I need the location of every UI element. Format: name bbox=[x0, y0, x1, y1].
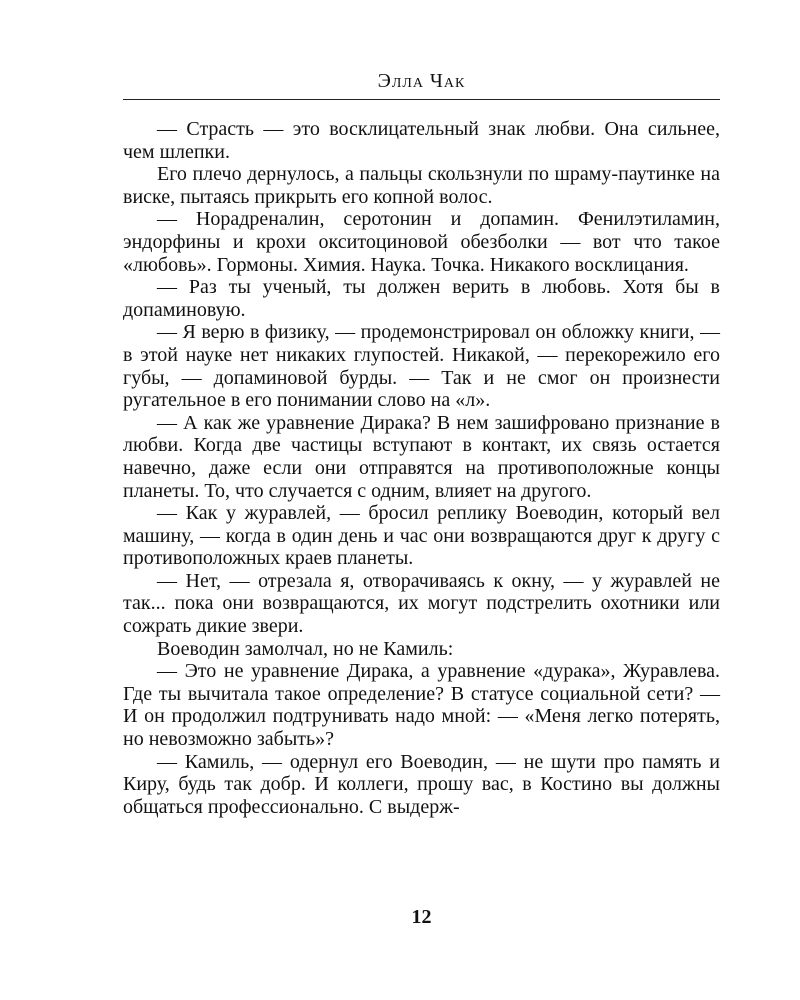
paragraph: — Норадреналин, серотонин и допамин. Фенилэтиламин, эндорфины и крохи окситоциновой обезболки — вот что такое «любовь». Гормоны. Химия. Наука. Точка. Никакого восклицания. bbox=[123, 208, 720, 276]
page-number: 12 bbox=[411, 906, 432, 928]
paragraph: — А как же уравнение Дирака? В нем зашифровано признание в любви. Когда две частицы вступают в контакт, их связь остается навечно, даже если они отправятся на противоположные концы планеты. То, что случается с одним, влияет на другого. bbox=[123, 411, 720, 502]
paragraph: — Раз ты ученый, ты должен верить в любовь. Хотя бы в допаминовую. bbox=[123, 276, 720, 321]
running-head-author: Элла Чак bbox=[377, 70, 466, 92]
paragraph: — Я верю в физику, — продемонстрировал он обложку книги, — в этой науке нет никаких глупостей. Никакой, — перекорежило его губы, — допаминовой бурды. — Так и не смог он произнести ругательное в его понимании слово на «л». bbox=[123, 321, 720, 412]
paragraph: — Камиль, — одернул его Воеводин, — не шути про память и Киру, будь так добр. И коллеги, прошу вас, в Костино вы должны общаться профессионально. С выдерж- bbox=[123, 750, 720, 818]
paragraph: — Как у журавлей, — бросил реплику Воеводин, который вел машину, — когда в один день и час они возвращаются друг к другу с противоположных краев планеты. bbox=[123, 502, 720, 570]
paragraph: — Это не уравнение Дирака, а уравнение «дурака», Журавлева. Где ты вычитала такое определение? В статусе социальной сети? — И он продолжил подтрунивать надо мной: — «Меня легко потерять, но невозможно забыть»? bbox=[123, 660, 720, 751]
paragraph: Воеводин замолчал, но не Камиль: bbox=[157, 637, 454, 660]
paragraph: — Нет, — отрезала я, отворачиваясь к окну, — у журавлей не так... пока они возвращаются, их могут подстрелить охотники или сожрать дикие звери. bbox=[123, 569, 720, 638]
header-rule bbox=[123, 99, 720, 100]
paragraph: — Страсть — это восклицательный знак любви. Она сильнее, чем шлепки. bbox=[123, 118, 720, 163]
body-text bbox=[123, 118, 720, 818]
paragraph: Его плечо дернулось, а пальцы скользнули по шраму-паутинке на виске, пытаясь прикрыть его копной волос. bbox=[123, 163, 720, 208]
